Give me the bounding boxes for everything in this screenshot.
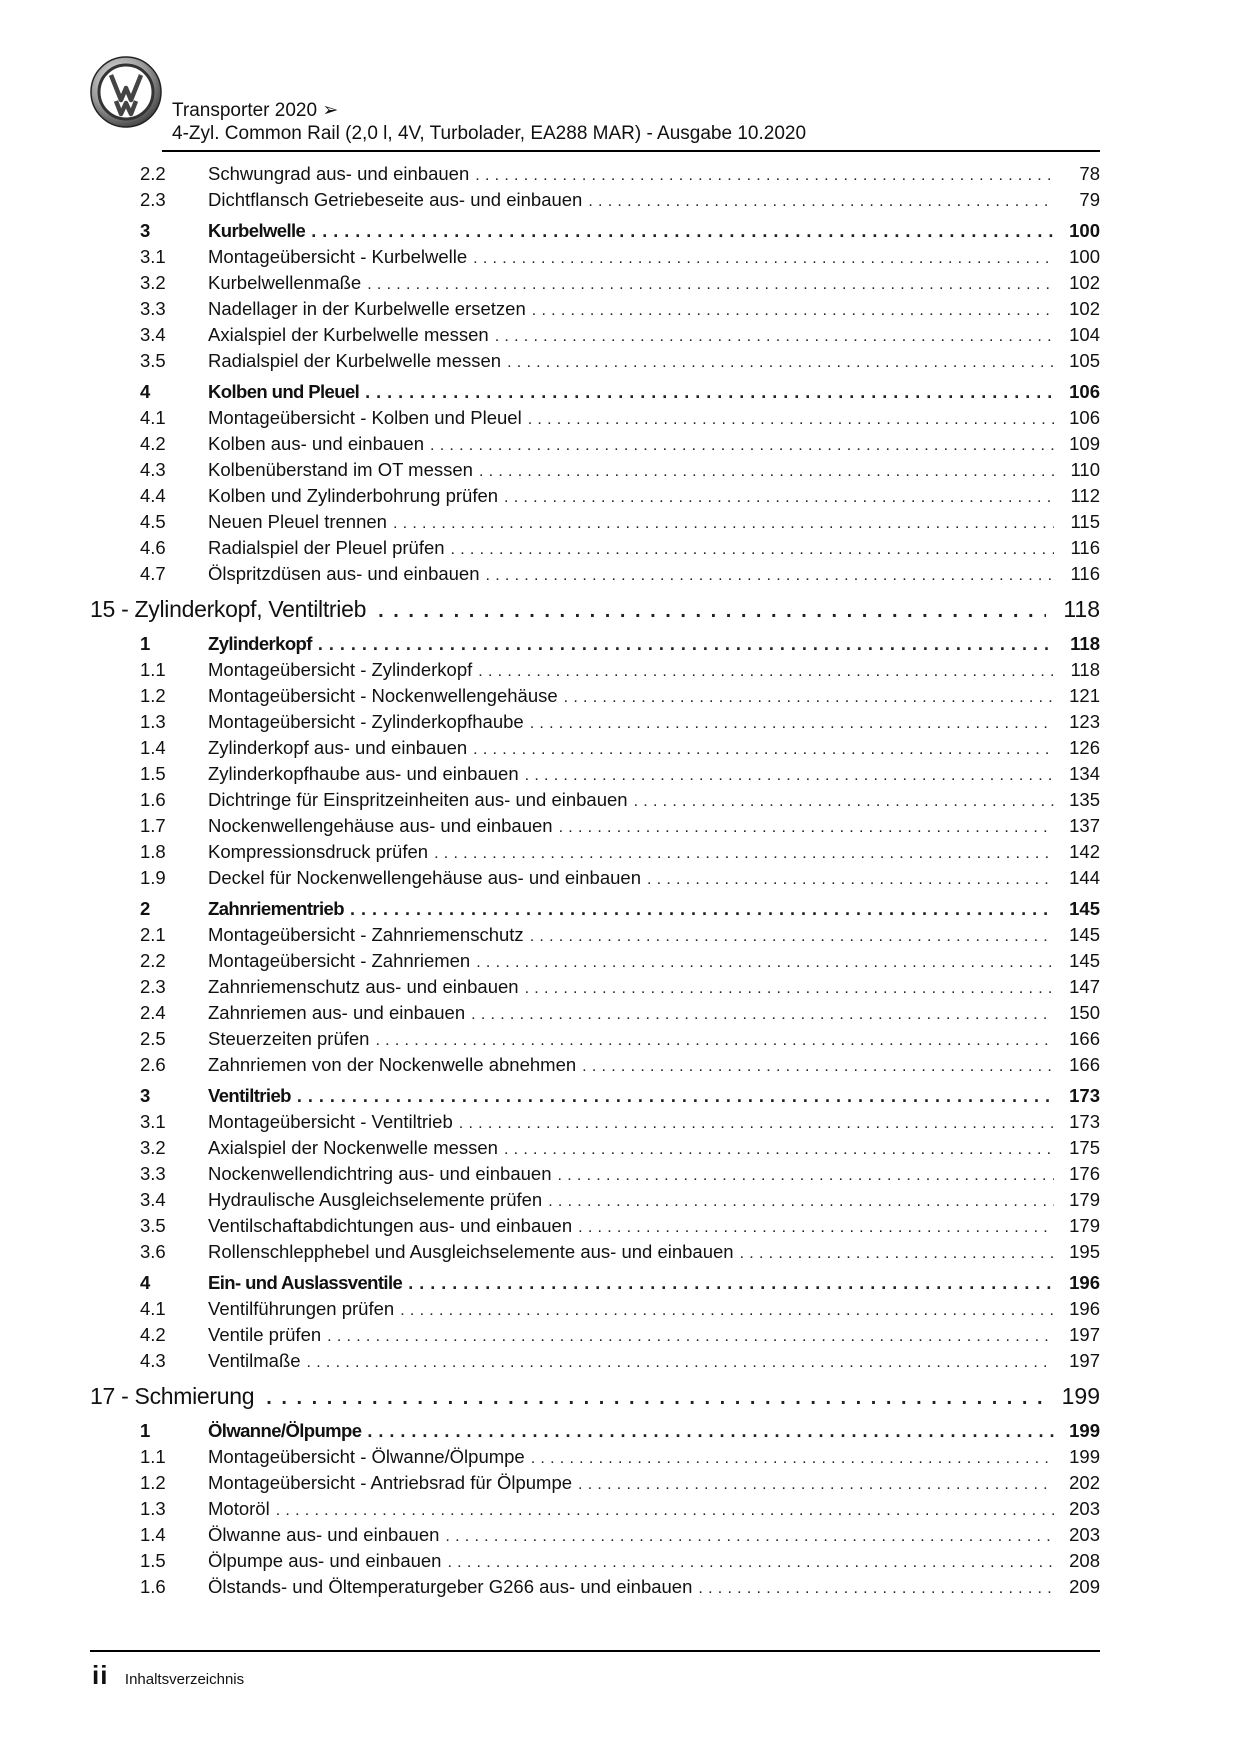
toc-number: 1.1 (90, 1446, 208, 1468)
toc-page-number: 197 (1060, 1350, 1100, 1372)
toc-title: 17 - Schmierung (90, 1383, 255, 1409)
toc-page-number: 147 (1060, 976, 1100, 998)
table-of-contents (90, 163, 1100, 1602)
toc-page-number: 166 (1060, 1054, 1100, 1076)
toc-leader-dots (266, 1387, 1046, 1410)
toc-entry-row[interactable] (90, 950, 1100, 976)
toc-leader-dots (634, 793, 1054, 811)
toc-number: 3.5 (90, 1215, 208, 1237)
toc-title: Montageübersicht - Kurbelwelle (208, 246, 468, 267)
toc-title: Ölspritzdüsen aus- und einbauen (208, 563, 480, 584)
toc-title: Kolben und Zylinderbohrung prüfen (208, 485, 499, 506)
toc-leader-dots (582, 1058, 1054, 1076)
toc-entry-row[interactable] (90, 841, 1100, 867)
toc-number: 2.3 (90, 976, 208, 998)
toc-leader-dots (528, 411, 1054, 429)
page-header (90, 56, 1100, 152)
toc-number: 4.1 (90, 1298, 208, 1320)
toc-title: Radialspiel der Kurbelwelle messen (208, 350, 502, 371)
toc-title: Ventilschaftabdichtungen aus- und einbauen (208, 1215, 573, 1236)
toc-entry-row[interactable] (90, 867, 1100, 893)
toc-title: Montageübersicht - Zahnriemen (208, 950, 471, 971)
toc-title: Dichtringe für Einspritzeinheiten aus- und einbauen (208, 789, 628, 810)
toc-title: Kolbenüberstand im OT messen (208, 459, 473, 480)
footer-rule (90, 1650, 1100, 1652)
toc-page-number: 203 (1060, 1524, 1100, 1546)
footer-page-number: ii (92, 1660, 109, 1690)
toc-entry-row[interactable] (90, 189, 1100, 215)
toc-entry-row[interactable] (90, 1163, 1100, 1189)
toc-entry-row[interactable] (90, 976, 1100, 1002)
toc-number: 3.4 (90, 1189, 208, 1211)
toc-section-row[interactable] (90, 220, 1100, 246)
toc-page-number: 196 (1060, 1272, 1100, 1294)
toc-page-number: 79 (1060, 189, 1100, 211)
toc-title: Montageübersicht - Zylinderkopf (208, 659, 473, 680)
document-subtitle: 4-Zyl. Common Rail (2,0 l, 4V, Turbolader, EA288 MAR) - Ausgabe 10.2020 (172, 123, 807, 144)
toc-leader-dots (327, 1328, 1054, 1346)
toc-title: Rollenschlepphebel und Ausgleichselemente aus- und einbauen (208, 1241, 734, 1262)
toc-leader-dots (530, 928, 1054, 946)
toc-title: Nockenwellendichtring aus- und einbauen (208, 1163, 552, 1184)
toc-entry-row[interactable] (90, 1324, 1100, 1350)
toc-page-number: 150 (1060, 1002, 1100, 1024)
toc-page-number: 199 (1061, 1383, 1100, 1409)
toc-title: Motoröl (208, 1498, 270, 1519)
toc-number: 1.7 (90, 815, 208, 837)
toc-number: 1.4 (90, 1524, 208, 1546)
toc-leader-dots (307, 1354, 1054, 1372)
toc-entry-row[interactable] (90, 163, 1100, 189)
toc-entry-row[interactable] (90, 815, 1100, 841)
toc-leader-dots (559, 819, 1054, 837)
toc-page-number: 203 (1060, 1498, 1100, 1520)
toc-entry-row[interactable] (90, 1576, 1100, 1602)
toc-leader-dots (740, 1245, 1054, 1263)
toc-entry-row[interactable] (90, 246, 1100, 272)
toc-title: Montageübersicht - Kolben und Pleuel (208, 407, 522, 428)
toc-page-number: 123 (1060, 711, 1100, 733)
toc-leader-dots (350, 899, 1054, 920)
toc-number: 3.3 (90, 298, 208, 320)
toc-title: Ölwanne aus- und einbauen (208, 1524, 440, 1545)
toc-entry-row[interactable] (90, 1298, 1100, 1324)
toc-number: 2.2 (90, 950, 208, 972)
toc-leader-dots (504, 489, 1054, 507)
toc-number: 1.4 (90, 737, 208, 759)
toc-leader-dots (297, 1086, 1054, 1107)
toc-title: Montageübersicht - Nockenwellengehäuse (208, 685, 558, 706)
toc-leader-dots (548, 1193, 1054, 1211)
toc-leader-dots (451, 541, 1054, 559)
toc-title: Montageübersicht - Ventiltrieb (208, 1111, 453, 1132)
toc-leader-dots (525, 767, 1054, 785)
toc-entry-row[interactable] (90, 1189, 1100, 1215)
toc-title: Montageübersicht - Zahnriemenschutz (208, 924, 524, 945)
toc-page-number: 116 (1060, 537, 1100, 559)
toc-leader-dots (375, 1032, 1054, 1050)
toc-page-number: 197 (1060, 1324, 1100, 1346)
toc-entry-row[interactable] (90, 763, 1100, 789)
toc-page-number: 104 (1060, 324, 1100, 346)
toc-entry-row[interactable] (90, 1028, 1100, 1054)
toc-title: Kurbelwelle (208, 220, 306, 241)
toc-title: Kolben aus- und einbauen (208, 433, 425, 454)
toc-number: 3.2 (90, 272, 208, 294)
toc-number: 3.1 (90, 246, 208, 268)
toc-entry-row[interactable] (90, 459, 1100, 485)
toc-page-number: 145 (1060, 924, 1100, 946)
toc-chapter-row[interactable] (90, 596, 1100, 628)
toc-page-number: 100 (1060, 220, 1100, 242)
toc-leader-dots (475, 167, 1054, 185)
toc-leader-dots (473, 250, 1054, 268)
toc-entry-row[interactable] (90, 485, 1100, 511)
toc-entry-row[interactable] (90, 1550, 1100, 1576)
toc-number: 4.7 (90, 563, 208, 585)
toc-page-number: 195 (1060, 1241, 1100, 1263)
toc-leader-dots (445, 1528, 1054, 1546)
vw-logo-icon (90, 56, 162, 128)
toc-leader-dots (558, 1167, 1054, 1185)
toc-number: 2.6 (90, 1054, 208, 1076)
toc-section-row[interactable] (90, 633, 1100, 659)
toc-page-number: 199 (1060, 1446, 1100, 1468)
toc-title: 15 - Zylinderkopf, Ventiltrieb (90, 596, 367, 622)
toc-section-row[interactable] (90, 1420, 1100, 1446)
toc-page-number: 179 (1060, 1215, 1100, 1237)
toc-title: Radialspiel der Pleuel prüfen (208, 537, 445, 558)
toc-number: 1 (90, 1420, 208, 1442)
toc-title: Zahnriemenschutz aus- und einbauen (208, 976, 519, 997)
page-footer (92, 1660, 244, 1691)
toc-page-number: 118 (1060, 596, 1100, 623)
toc-title: Zylinderkopf aus- und einbauen (208, 737, 468, 758)
footer-label: Inhaltsverzeichnis (124, 1671, 245, 1688)
toc-number: 1.9 (90, 867, 208, 889)
toc-entry-row[interactable] (90, 298, 1100, 324)
toc-leader-dots (476, 954, 1054, 972)
toc-number: 1.5 (90, 1550, 208, 1572)
toc-entry-row[interactable] (90, 1215, 1100, 1241)
toc-number: 1.1 (90, 659, 208, 681)
toc-number: 4 (90, 1272, 208, 1294)
toc-title: Axialspiel der Kurbelwelle messen (208, 324, 489, 345)
toc-page-number: 137 (1060, 815, 1100, 837)
toc-number: 1.6 (90, 1576, 208, 1598)
toc-number: 2.2 (90, 163, 208, 185)
toc-leader-dots (530, 715, 1054, 733)
toc-title: Kurbelwellenmaße (208, 272, 362, 293)
toc-title: Nadellager in der Kurbelwelle ersetzen (208, 298, 526, 319)
header-rule (162, 150, 1100, 152)
toc-leader-dots (525, 980, 1054, 998)
toc-leader-dots (318, 634, 1054, 655)
toc-page-number: 100 (1060, 246, 1100, 268)
toc-title: Montageübersicht - Ölwanne/Ölpumpe (208, 1446, 525, 1467)
toc-leader-dots (507, 354, 1054, 372)
toc-title: Ventiltrieb (208, 1085, 291, 1106)
toc-leader-dots (367, 276, 1054, 294)
toc-page-number: 208 (1060, 1550, 1100, 1572)
toc-page-number: 118 (1060, 659, 1100, 681)
toc-entry-row[interactable] (90, 1054, 1100, 1080)
toc-leader-dots (393, 515, 1054, 533)
toc-entry-row[interactable] (90, 685, 1100, 711)
toc-page-number: 173 (1060, 1111, 1100, 1133)
toc-entry-row[interactable] (90, 407, 1100, 433)
document-title: Transporter 2020 ➢ (172, 100, 339, 121)
toc-section-row[interactable] (90, 898, 1100, 924)
toc-number: 1.3 (90, 711, 208, 733)
toc-title: Axialspiel der Nockenwelle messen (208, 1137, 498, 1158)
toc-page-number: 199 (1060, 1420, 1100, 1442)
toc-leader-dots (698, 1580, 1054, 1598)
toc-number: 3 (90, 1085, 208, 1107)
toc-title: Nockenwellengehäuse aus- und einbauen (208, 815, 553, 836)
toc-leader-dots (647, 871, 1054, 889)
toc-leader-dots (459, 1115, 1054, 1133)
toc-leader-dots (276, 1502, 1054, 1520)
toc-page-number: 126 (1060, 737, 1100, 759)
toc-number: 2.4 (90, 1002, 208, 1024)
toc-number: 3.2 (90, 1137, 208, 1159)
toc-number: 1.5 (90, 763, 208, 785)
toc-entry-row[interactable] (90, 1472, 1100, 1498)
toc-number: 3 (90, 220, 208, 242)
toc-number: 4.2 (90, 1324, 208, 1346)
toc-page-number: 144 (1060, 867, 1100, 889)
toc-title: Ölpumpe aus- und einbauen (208, 1550, 442, 1571)
toc-title: Ventilführungen prüfen (208, 1298, 395, 1319)
toc-title: Ölstands- und Öltemperaturgeber G266 aus- und einbauen (208, 1576, 693, 1597)
toc-page-number: 142 (1060, 841, 1100, 863)
toc-entry-row[interactable] (90, 924, 1100, 950)
toc-leader-dots (400, 1302, 1054, 1320)
toc-title: Deckel für Nockenwellengehäuse aus- und einbauen (208, 867, 641, 888)
toc-page-number: 145 (1060, 950, 1100, 972)
toc-leader-dots (531, 1450, 1054, 1468)
toc-page-number: 176 (1060, 1163, 1100, 1185)
toc-page-number: 116 (1060, 563, 1100, 585)
toc-entry-row[interactable] (90, 711, 1100, 737)
toc-leader-dots (578, 1476, 1054, 1494)
toc-leader-dots (578, 1219, 1054, 1237)
toc-number: 2.5 (90, 1028, 208, 1050)
toc-number: 3.6 (90, 1241, 208, 1263)
toc-title: Montageübersicht - Zylinderkopfhaube (208, 711, 524, 732)
toc-title: Neuen Pleuel trennen (208, 511, 387, 532)
toc-page-number: 202 (1060, 1472, 1100, 1494)
toc-number: 4 (90, 381, 208, 403)
toc-title: Zahnriemen von der Nockenwelle abnehmen (208, 1054, 577, 1075)
toc-leader-dots (471, 1006, 1054, 1024)
toc-entry-row[interactable] (90, 433, 1100, 459)
toc-page-number: 106 (1060, 381, 1100, 403)
toc-chapter-row[interactable] (90, 1383, 1100, 1415)
toc-leader-dots (434, 845, 1054, 863)
toc-page-number: 78 (1060, 163, 1100, 185)
toc-page-number: 179 (1060, 1189, 1100, 1211)
toc-entry-row[interactable] (90, 1002, 1100, 1028)
toc-leader-dots (495, 328, 1054, 346)
toc-page-number: 196 (1060, 1298, 1100, 1320)
toc-leader-dots (564, 689, 1054, 707)
toc-entry-row[interactable] (90, 1524, 1100, 1550)
toc-title: Dichtflansch Getriebeseite aus- und einbauen (208, 189, 583, 210)
toc-number: 4.3 (90, 1350, 208, 1372)
toc-page-number: 118 (1060, 633, 1100, 655)
toc-entry-row[interactable] (90, 1446, 1100, 1472)
toc-leader-dots (447, 1554, 1054, 1572)
toc-page-number: 115 (1060, 511, 1100, 533)
toc-title: Zylinderkopf (208, 633, 312, 654)
toc-page-number: 102 (1060, 298, 1100, 320)
toc-page-number: 121 (1060, 685, 1100, 707)
toc-number: 1.2 (90, 685, 208, 707)
toc-title: Ventile prüfen (208, 1324, 322, 1345)
toc-page-number: 135 (1060, 789, 1100, 811)
toc-number: 1.2 (90, 1472, 208, 1494)
toc-number: 2.1 (90, 924, 208, 946)
toc-title: Ein- und Auslassventile (208, 1272, 403, 1293)
toc-number: 1 (90, 633, 208, 655)
toc-entry-row[interactable] (90, 563, 1100, 589)
toc-number: 4.6 (90, 537, 208, 559)
toc-title: Zylinderkopfhaube aus- und einbauen (208, 763, 519, 784)
toc-title: Ventilmaße (208, 1350, 301, 1371)
toc-page-number: 109 (1060, 433, 1100, 455)
toc-leader-dots (479, 463, 1054, 481)
toc-entry-row[interactable] (90, 350, 1100, 376)
toc-leader-dots (311, 221, 1054, 242)
toc-number: 3.1 (90, 1111, 208, 1133)
toc-number: 4.4 (90, 485, 208, 507)
toc-entry-row[interactable] (90, 537, 1100, 563)
toc-leader-dots (430, 437, 1054, 455)
toc-entry-row[interactable] (90, 1137, 1100, 1163)
toc-title: Schwungrad aus- und einbauen (208, 163, 470, 184)
toc-page-number: 173 (1060, 1085, 1100, 1107)
toc-title: Kolben und Pleuel (208, 381, 360, 402)
toc-page-number: 102 (1060, 272, 1100, 294)
toc-entry-row[interactable] (90, 789, 1100, 815)
toc-entry-row[interactable] (90, 272, 1100, 298)
toc-entry-row[interactable] (90, 324, 1100, 350)
toc-leader-dots (365, 382, 1054, 403)
toc-leader-dots (486, 567, 1054, 585)
toc-section-row[interactable] (90, 1085, 1100, 1111)
toc-leader-dots (532, 302, 1054, 320)
toc-entry-row[interactable] (90, 1241, 1100, 1267)
toc-page-number: 106 (1060, 407, 1100, 429)
toc-number: 3.5 (90, 350, 208, 372)
toc-entry-row[interactable] (90, 659, 1100, 685)
toc-page-number: 105 (1060, 350, 1100, 372)
toc-entry-row[interactable] (90, 511, 1100, 537)
toc-page-number: 134 (1060, 763, 1100, 785)
toc-title: Hydraulische Ausgleichselemente prüfen (208, 1189, 543, 1210)
toc-title: Montageübersicht - Antriebsrad für Ölpumpe (208, 1472, 573, 1493)
toc-page-number: 209 (1060, 1576, 1100, 1598)
toc-leader-dots (588, 193, 1054, 211)
toc-entry-row[interactable] (90, 1498, 1100, 1524)
toc-leader-dots (378, 600, 1046, 623)
toc-number: 1.6 (90, 789, 208, 811)
toc-number: 4.1 (90, 407, 208, 429)
toc-number: 3.3 (90, 1163, 208, 1185)
toc-number: 4.2 (90, 433, 208, 455)
toc-entry-row[interactable] (90, 737, 1100, 763)
toc-entry-row[interactable] (90, 1111, 1100, 1137)
toc-leader-dots (478, 663, 1054, 681)
toc-number: 1.8 (90, 841, 208, 863)
toc-section-row[interactable] (90, 1272, 1100, 1298)
toc-title: Zahnriemen aus- und einbauen (208, 1002, 466, 1023)
toc-title: Ölwanne/Ölpumpe (208, 1420, 362, 1441)
toc-number: 3.4 (90, 324, 208, 346)
toc-leader-dots (408, 1273, 1054, 1294)
toc-leader-dots (473, 741, 1054, 759)
toc-page-number: 112 (1060, 485, 1100, 507)
toc-number: 4.3 (90, 459, 208, 481)
toc-leader-dots (504, 1141, 1054, 1159)
toc-number: 1.3 (90, 1498, 208, 1520)
toc-entry-row[interactable] (90, 1350, 1100, 1376)
toc-page-number: 110 (1060, 459, 1100, 481)
toc-title: Steuerzeiten prüfen (208, 1028, 370, 1049)
toc-section-row[interactable] (90, 381, 1100, 407)
toc-page-number: 145 (1060, 898, 1100, 920)
toc-page-number: 175 (1060, 1137, 1100, 1159)
toc-number: 4.5 (90, 511, 208, 533)
toc-number: 2.3 (90, 189, 208, 211)
toc-title: Kompressionsdruck prüfen (208, 841, 429, 862)
toc-number: 2 (90, 898, 208, 920)
toc-title: Zahnriementrieb (208, 898, 344, 919)
toc-leader-dots (367, 1421, 1054, 1442)
toc-page-number: 166 (1060, 1028, 1100, 1050)
